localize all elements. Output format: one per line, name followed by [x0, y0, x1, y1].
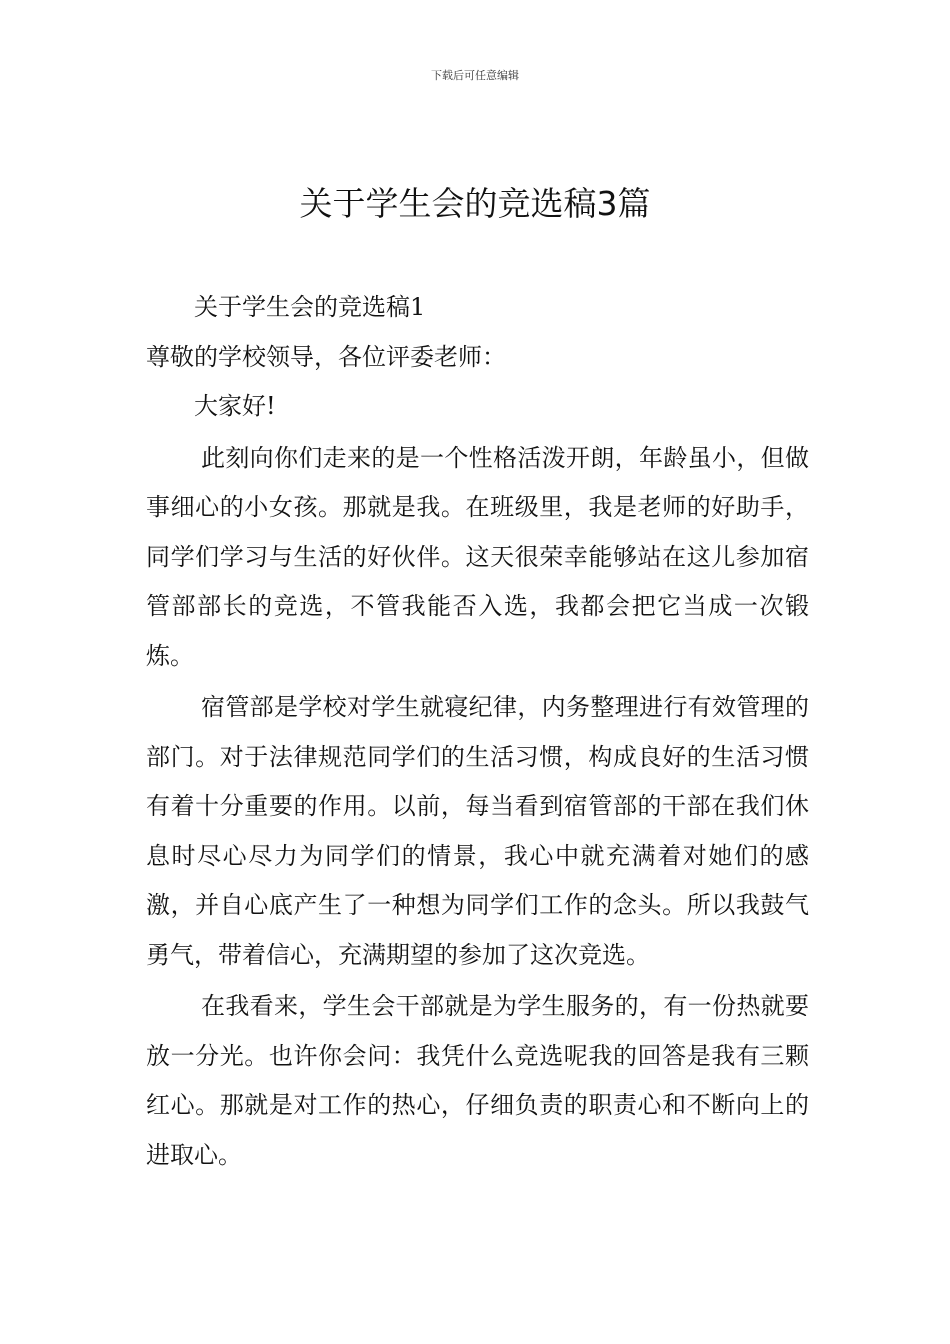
body-paragraph: 宿管部是学校对学生就寝纪律，内务整理进行有效管理的部门。对于法律规范同学们的生活习惯，构成良好的生活习惯有着十分重要的作用。以前，每当看到宿管部的干部在我们休息时尽心尽力为同学们的情景，我心中就充满着对她们的感激，并自心底产生了一种想为同学们工作的念头。所以我鼓气勇气，带着信心，充满期望的参加了这次竞选。 — [146, 693, 809, 969]
header-note: 下载后可任意编辑 — [431, 69, 519, 82]
salutation: 尊敬的学校领导，各位评委老师： — [146, 342, 506, 371]
section-subtitle: 关于学生会的竞选稿1 — [194, 293, 426, 321]
document-body — [146, 283, 809, 1180]
body-paragraph: 此刻向你们走来的是一个性格活泼开朗，年龄虽小，但做事细心的小女孩。那就是我。在班级里，我是老师的好助手，同学们学习与生活的好伙伴。这天很荣幸能够站在这儿参加宿管部部长的竞选，不管我能否入选，我都会把它当成一次锻炼。 — [146, 443, 809, 670]
body-paragraph: 在我看来，学生会干部就是为学生服务的，有一份热就要放一分光。也许你会问：我凭什么竞选呢我的回答是我有三颗红心。那就是对工作的热心，仔细负责的职责心和不断向上的进取心。 — [146, 992, 809, 1169]
document-title: 关于学生会的竞选稿3篇 — [299, 184, 651, 223]
greeting: 大家好! — [194, 392, 276, 420]
